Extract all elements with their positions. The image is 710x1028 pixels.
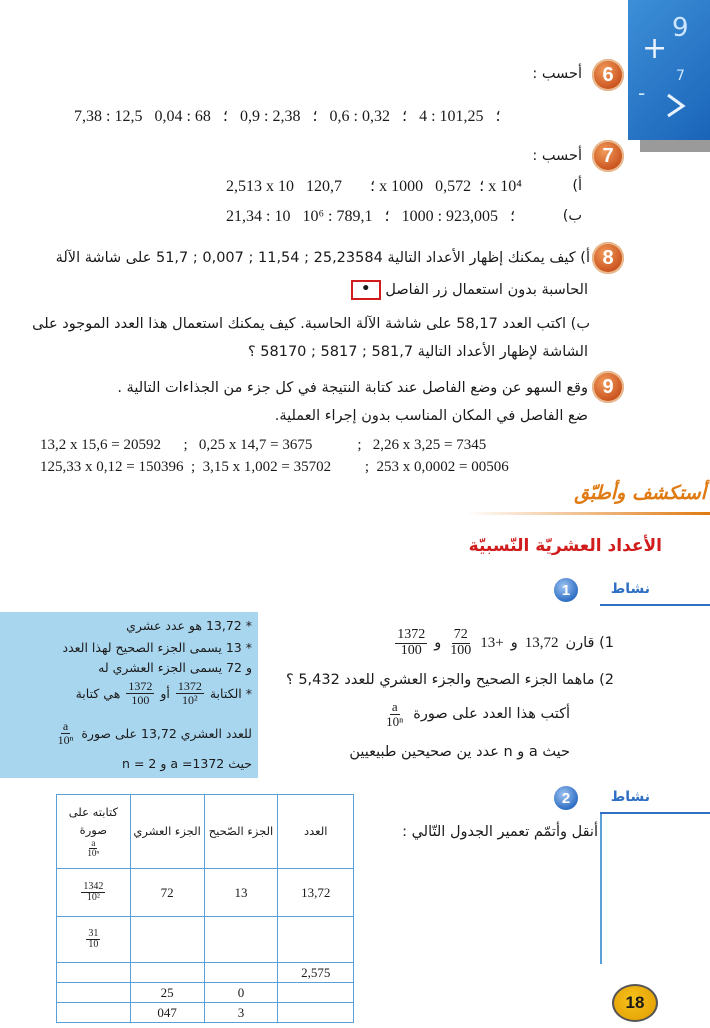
fraction-72-over-100: $\frac{72}{100}$ [450,627,472,658]
exercise-number-9: 9 [592,371,624,403]
activity-2-divider [600,812,710,814]
svg-text:-: - [638,81,646,105]
exercise-7-a-line: 2,513 x 10 ؛ 120,7 x 1000 ؛ 0,572 x 10⁴ [226,178,522,195]
header-decimal-part: الجزء العشري [130,795,204,869]
exercise-8-line-4: الشاشة لإظهار الأعداد التالية 581,7 ; 5817 ; 58170 ؟ [247,344,588,360]
activity-1-question-1 [395,628,614,658]
cell-number [278,983,354,1003]
definition-writing-label: * الكتابة [209,685,252,701]
banner-underline [466,512,710,515]
header-integer-part: الجزء الصّحيح [204,795,278,869]
definition-line-3: و 72 يسمى الجزء العشري له [98,660,252,675]
definition-line-2: * 13 يسمى الجزء الصحيح لهذا العدد [62,640,252,655]
header-form [57,795,131,869]
activity-1-header [561,578,710,606]
svg-text:9: 9 [672,13,689,43]
table-row [57,917,354,963]
definition-line-1: * 13,72 هو عدد عشري [126,618,252,633]
cell-decimal [130,963,204,983]
cell-integer [204,917,278,963]
section-banner [466,482,710,516]
exercise-8-line-3: ب) اكتب العدد 58,17 على شاشة الآلة الحاسبة. كيف يمكنك استعمال هذا العدد الموجود على [32,316,590,332]
exercise-9-line-1: وقع السهو عن وضع الفاصل عند كتابة النتيجة في كل جزء من الجذاءات التالية . [117,380,588,396]
cell-decimal: 72 [130,869,204,917]
activity-2-vertical-rule [600,814,602,964]
cell-number [278,1003,354,1023]
corner-decoration [628,0,710,140]
definition-line-6: حيث a =1372 و n = 2 [122,756,252,771]
activity-1-question-2: 2) ماهما الجزء الصحيح والجزء العشري للعدد 5,432 ؟ [286,672,614,688]
cell-form [57,869,131,917]
definition-line-5-text: للعدد العشري 13,72 على صورة [81,725,252,741]
cell-form [57,917,131,963]
page-number-badge [612,984,658,1022]
definition-line-5 [56,720,252,746]
cell-form [57,1003,131,1023]
exercise-number-8: 8 [592,242,624,274]
decimal-point-key: • [351,280,381,300]
fraction-1372-over-100: $\frac{1372}{100}$ [128,679,153,707]
q3-text: أكتب هذا العدد على صورة [413,706,570,723]
cell-integer: 3 [204,1003,278,1023]
banner-text: أستكشف وأطبّق [574,482,706,504]
activity-2-label: نشاط [610,789,650,805]
svg-text:7: 7 [676,68,685,84]
definition-box [0,612,258,778]
header-form-fraction: $\frac{a}{\text{10ⁿ}}$ [87,837,100,859]
fraction-a-over-10n: $\frac{a}{\text{10ⁿ}}$ [57,719,74,747]
cell-integer [204,963,278,983]
cell-decimal: 25 [130,983,204,1003]
q1-and-1: و [510,635,518,652]
cell-integer: 0 [204,983,278,1003]
exercise-7-b-line: 21,34 : 10 ؛ 923,005 : 1000 ؛ 789,1 : 10⁶ [226,208,516,225]
exercise-8-line-2-text: الحاسبة بدون استعمال زر الفاصل [385,282,588,298]
page-number: 18 [625,993,645,1012]
exercise-7-b-label: ب) [562,208,582,224]
cell-form-fraction: $\frac{31}{10}$ [88,927,99,950]
activity-1-divider [600,604,710,606]
table-row [57,1003,354,1023]
activity-2-number: 2 [554,786,578,810]
header-form-text: كتابته على صورة [68,805,118,837]
exercise-6-label: أحسب : [532,66,582,82]
exercise-8-line-1: أ) كيف يمكنك إظهار الأعداد التالية 25,23584 ; 11,54 ; 0,007 ; 51,7 على شاشة الآلة [55,250,590,266]
exercise-9-row-1: 13,2 x 15,6 = 20592 ; 0,25 x 14,7 = 3675 ; 2,26 x 3,25 = 7345 [40,437,487,453]
exercise-7-a-label: أ) [572,178,582,194]
cell-number: 13,72 [278,869,354,917]
exercise-6-line: 7,38 : 12,5 ؛ 101,25 : 4 ؛ 0,32 : 0,6 ؛ 2,38 : 0,9 ؛ 68 : 0,04 [74,108,501,125]
cell-number: 2,575 [278,963,354,983]
exercise-7-label: أحسب : [532,148,582,164]
cell-form [57,983,131,1003]
exercise-8-line-2 [351,280,588,300]
decimal-parts-table [56,794,354,1023]
math-symbols-decoration [628,0,710,140]
cell-decimal [130,917,204,963]
definition-line-4 [76,680,252,706]
q1-compare-label: 1) قارن [565,635,614,652]
table-row [57,983,354,1003]
exercise-number-7: 7 [592,140,624,172]
fraction-1372-over-10-squared: $\frac{1372}{\text{10²}}$ [177,679,202,707]
cell-form-fraction: $\frac{1342}{\text{10²}}$ [83,880,104,903]
side-stripe [640,140,710,152]
activity-2-header [561,786,710,814]
q1-number: 13,72 [524,634,559,651]
table-row [57,963,354,983]
activity-1-number: 1 [554,578,578,602]
exercise-9-row-2: 125,33 x 0,12 = 150396 ; 3,15 x 1,002 = 35702 ; 253 x 0,0002 = 00506 [40,459,509,475]
svg-text:+: + [642,31,668,66]
exercise-number-6: 6 [592,59,624,91]
fraction-1372-over-100-q1: $\frac{1372}{100}$ [397,627,426,658]
section-title: الأعداد العشريّة النّسبيّة [468,536,662,556]
cell-integer: 13 [204,869,278,917]
table-row [57,869,354,917]
definition-is-writing: هي كتابة [75,685,121,701]
cell-decimal: 047 [130,1003,204,1023]
q1-and-2: و [434,635,442,652]
activity-2-text: أنقل وأتمّم تعمير الجدول التّالي : [402,824,598,840]
exercise-9-line-2: ضع الفاصل في المكان المناسب بدون إجراء العملية. [274,408,588,424]
fraction-a-over-10n-q3: $\frac{a}{\text{10ⁿ}}$ [386,699,404,729]
q1-plus: 13+ [480,634,504,651]
cell-form [57,963,131,983]
activity-1-label: نشاط [610,581,650,597]
activity-1-question-3 [384,700,570,728]
activity-1-question-4: حيث a و n عدد ين صحيحين طبيعيين [349,744,570,760]
cell-number [278,917,354,963]
definition-or: أو [160,685,170,701]
header-number: العدد [278,795,354,869]
